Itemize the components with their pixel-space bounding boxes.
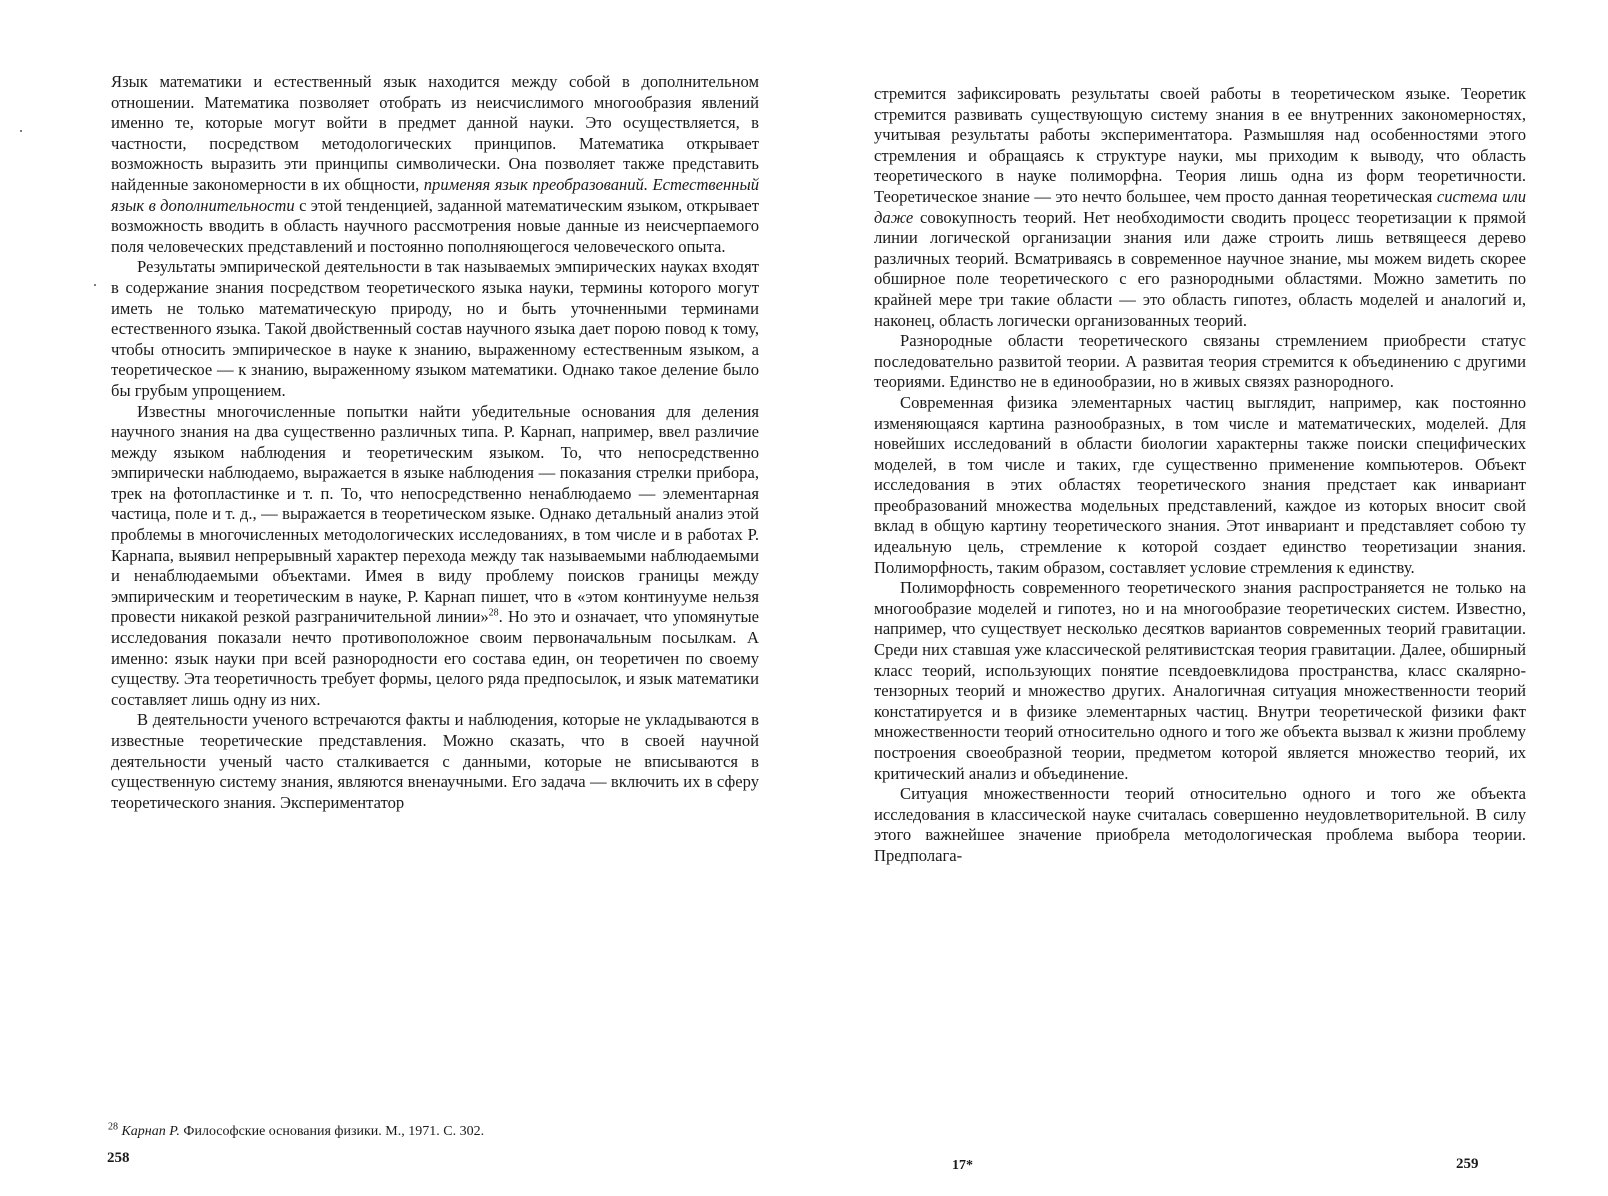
- page-number-left: 258: [107, 1150, 130, 1166]
- footnote: [108, 1123, 758, 1140]
- paragraph: [874, 784, 1526, 866]
- page-number-right: 259: [1456, 1156, 1479, 1172]
- paragraph-text: Полиморфность современного теоретического знания распространяется не только на многообразие моделей и гипотез, но и на многообразие теоретических систем. Известно, например, что существует несколько десятков вариантов современных теорий гравитации. Среди них ставшая уже классической релятивистская теория гравитации. Далее, обширный класс теорий, использующих понятие псевдоевклидова пространства, класс скалярно-тензорных теорий и множество других. Аналогичная ситуация множественности теорий констатируется и в физике элементарных частиц. Внутри теоретической физики факт множественности теорий относительно одного и того же объекта вызвал к жизни проблему построения своеобразной теории, предметом которой является множество теорий, их критический анализ и объединение.: [874, 578, 1526, 783]
- paragraph-text: стремится зафиксировать результаты своей работы в теоретическом языке. Теоретик стремится развивать существующую систему знания в ее внутренних закономерностях, учитывая результаты работы экспериментатора. Размышляя над особенностями этого стремления и обращаясь к структуре науки, мы приходим к выводу, что область теоретического в науке полиморфна. Теория лишь одна из форм теоретичности. Теоретическое знание — это нечто большее, чем просто данная теоретическая: [874, 84, 1526, 206]
- footnote-text: Философские основания физики. М., 1971. С. 302.: [183, 1124, 485, 1139]
- paragraph: [111, 402, 759, 711]
- italic-text: система или даже: [874, 186, 1526, 227]
- right-page: [804, 0, 1608, 1196]
- signature-mark: 17*: [952, 1158, 973, 1173]
- paragraph-text: с этой тенденцией, заданной математическим языком, открывает возможность вводить в область научного рассмотрения новые данные из неисчерпаемого поля человеческих представлений и постоянно пополняющегося человеческого опыта.: [111, 195, 759, 256]
- paragraph: [874, 331, 1526, 393]
- italic-text: применяя язык преобразований. Естественный язык в дополнительности: [111, 174, 759, 215]
- right-text-column: [874, 84, 1526, 867]
- paragraph-text: В деятельности ученого встречаются факты и наблюдения, которые не укладываются в известные теоретические представления. Можно сказать, что в своей научной деятельности ученый часто сталкивается с данными, которые не вписываются в существенную систему знания, являются вненаучными. Его задача — включить их в сферу теоретического знания. Экспериментатор: [111, 710, 759, 812]
- paragraph: [874, 84, 1526, 331]
- paragraph: [874, 393, 1526, 578]
- paragraph: [111, 710, 759, 813]
- paragraph: [111, 72, 759, 257]
- paragraph-text: Язык математики и естественный язык находится между собой в дополнительном отношении. Математика позволяет отобрать из неисчислимого многообразия явлений именно те, которые могут войти в предмет данной науки. Это осуществляется, в частности, посредством методологических принципов. Математика открывает возможность выразить эти принципы символически. Она позволяет также представить найденные закономерности в их общности,: [111, 72, 759, 194]
- paragraph: [874, 578, 1526, 784]
- paragraph-text: Современная физика элементарных частиц выглядит, например, как постоянно изменяющаяся картина разнообразных, в том числе и математических, моделей. Для новейших исследований в области биологии характерны также поиски специфических моделей, в том числе и таких, где существенно применение компьютеров. Объект исследования в этих областях теоретического знания предстает как инвариант преобразований множества модельных представлений, каждое из которых вносит свой вклад в общую картину теоретического знания. Этот инвариант и представляет собою ту идеальную цель, стремление к которой создает единство теоретизации знания. Полиморфность, таким образом, составляет условие стремления к единству.: [874, 392, 1526, 577]
- left-text-column: [111, 72, 759, 813]
- footnote-author: Карнап Р.: [121, 1124, 180, 1139]
- footnote-ref: 28: [488, 607, 499, 619]
- paragraph-text: Разнородные области теоретического связаны стремлением приобрести статус последовательно развитой теории. А развитая теория стремится к объединению с другими теориями. Единство не в единообразии, но в живых связях разнородного.: [874, 331, 1526, 392]
- paragraph: [111, 257, 759, 401]
- paragraph-text: Ситуация множественности теорий относительно одного и того же объекта исследования в классической науке считалась совершенно неудовлетворительной. В силу этого важнейшее значение приобрела методологическая проблема выбора теории. Предполага-: [874, 784, 1526, 865]
- scan-speck: [94, 284, 96, 286]
- paragraph-text: Известны многочисленные попытки найти убедительные основания для деления научного знания на два существенно различных типа. Р. Карнап, например, ввел различие между языком наблюдения и теоретическим языком. То, что непосредственно эмпирически наблюдаемо, выражается в языке наблюдения — показания стрелки прибора, трек на фотопластинке и т. п. То, что непосредственно ненаблюдаемо — элементарная частица, поле и т. д., — выражается в теоретическом языке. Однако детальный анализ этой проблемы в многочисленных методологических исследованиях, в том числе и в работах Р. Карнапа, выявил непрерывный характер перехода между так называемыми наблюдаемыми и ненаблюдаемыми объектами. Имея в виду проблему поисков границы между эмпирическим и теоретическим в науке, Р. Карнап пишет, что в «этом континууме нельзя провести никакой резкой разграничительной линии»: [111, 401, 759, 627]
- paragraph-text: совокупность теорий. Нет необходимости сводить процесс теоретизации к прямой линии логической организации знания или даже строить лишь ветвящееся дерево различных теорий. Всматриваясь в современное научное знание, мы можем видеть скорее обширное поле теоретического с его разнородными областями. Можно заметить по крайней мере три такие области — это область гипотез, область моделей и аналогий и, наконец, область логически организованных теорий.: [874, 207, 1526, 330]
- footnote-number: 28: [108, 1121, 118, 1133]
- paragraph-text: Результаты эмпирической деятельности в так называемых эмпирических науках входят в содержание знания посредством теоретического языка науки, термины которого могут иметь не только математическую природу, но и быть уточненными терминами естественного языка. Такой двойственный состав научного языка дает порою повод к тому, чтобы относить эмпирическое в науке к знанию, выраженному естественным языком, а теоретическое — к знанию, выраженному языком математики. Однако такое деление было бы грубым упрощением.: [111, 257, 759, 400]
- paragraph-text: . Но это и означает, что упомянутые исследования показали нечто противоположное своим первоначальным посылкам. А именно: язык науки при всей разнородности его состава един, он теоретичен по своему существу. Эта теоретичность требует формы, целого ряда предпосылок, и язык математики составляет лишь одну из них.: [111, 607, 759, 709]
- scan-speck: [20, 130, 22, 132]
